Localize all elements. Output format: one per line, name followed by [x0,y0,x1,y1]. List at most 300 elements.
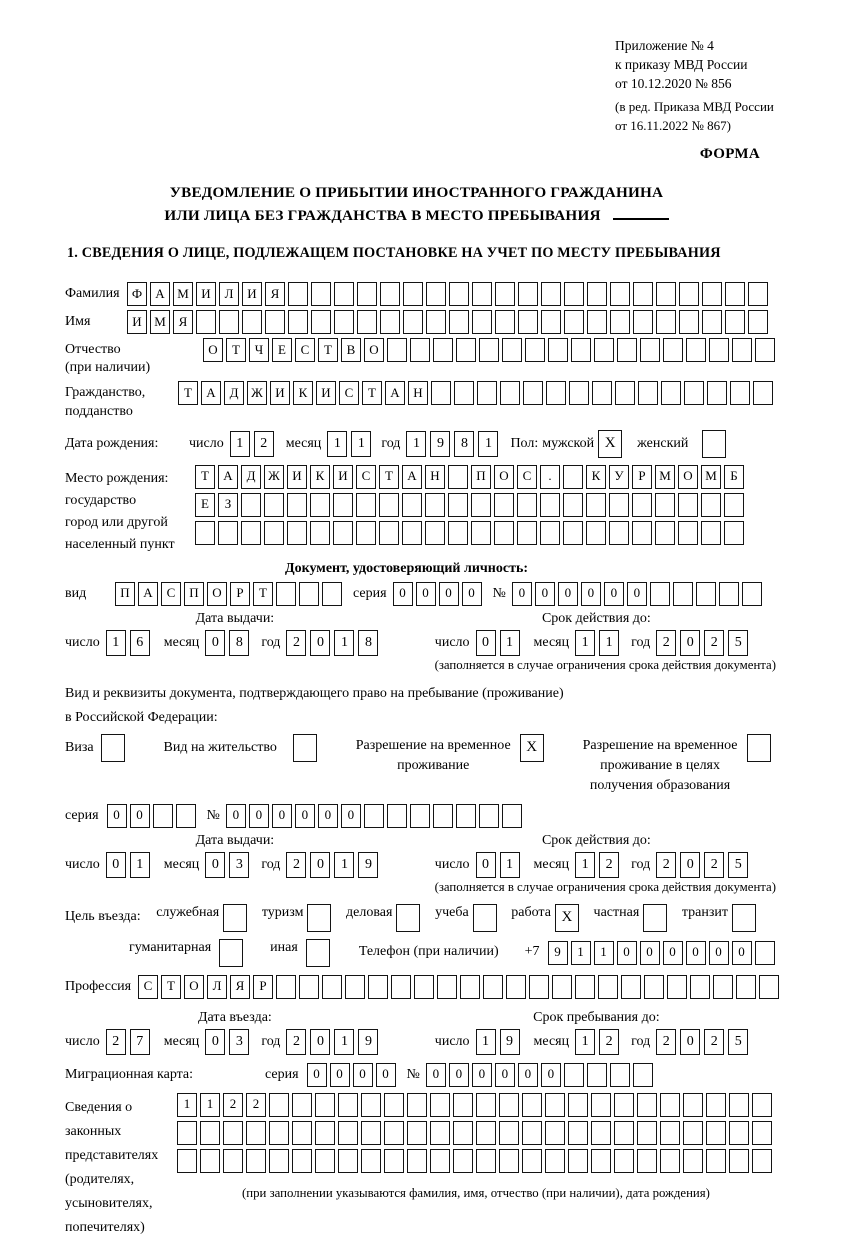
char-box [633,1063,653,1087]
valid-year-boxes [656,852,752,878]
char-box [679,310,699,334]
char-box [241,493,261,517]
char-box: 1 [599,630,619,656]
char-box [614,1149,634,1173]
char-box [638,381,658,405]
char-box [334,282,354,306]
birthplace-row2-boxes [195,493,747,517]
char-box: 0 [462,582,482,606]
char-box: 0 [376,1063,396,1087]
char-box: 1 [571,941,591,965]
char-box: 0 [130,804,150,828]
char-box [471,493,491,517]
char-box [552,975,572,999]
entry-purpose-row2 [65,939,788,967]
char-box [101,734,125,762]
char-box [525,338,545,362]
char-box: 0 [341,804,361,828]
char-box [725,282,745,306]
char-box: А [385,381,405,405]
char-box [499,1149,519,1173]
char-box [643,904,667,932]
char-box: 8 [229,630,249,656]
title-blank-line [613,218,669,220]
char-box [380,310,400,334]
char-box [276,582,296,606]
char-box [752,1121,772,1145]
day-label: число [434,856,470,872]
char-box: О [364,338,384,362]
char-box: 0 [205,630,225,656]
char-box [200,1149,220,1173]
char-box [755,338,775,362]
char-box: 0 [106,852,126,878]
char-box [241,521,261,545]
char-box [333,521,353,545]
female-label: женский [637,435,689,451]
purpose-work: работа X [511,904,582,932]
char-box [706,1121,726,1145]
char-box: З [218,493,238,517]
entry-date-caption: Дата въезда: [198,1009,272,1025]
char-box [356,521,376,545]
char-box [200,1121,220,1145]
char-box: Д [241,465,261,489]
char-box [403,310,423,334]
char-box: 0 [272,804,292,828]
char-box [656,282,676,306]
char-box: 5 [728,630,748,656]
char-box: 8 [358,630,378,656]
char-box [540,493,560,517]
char-box: Р [230,582,250,606]
char-box [706,1093,726,1117]
char-box [292,1149,312,1173]
char-box: Р [253,975,273,999]
restriction-note: (заполняется в случае ограничения срока действия документа) [434,658,776,673]
char-box: 0 [604,582,624,606]
char-box: 0 [709,941,729,965]
char-box [396,904,420,932]
char-box [609,493,629,517]
char-box [683,1121,703,1145]
char-box [407,1149,427,1173]
char-box: 1 [351,431,371,457]
char-box [637,1149,657,1173]
char-box [195,521,215,545]
char-box: У [609,465,629,489]
char-box [292,1121,312,1145]
month-label: месяц [163,1033,200,1049]
char-box: С [339,381,359,405]
char-box [517,521,537,545]
day-label: число [65,1033,100,1049]
char-box [407,1093,427,1117]
char-box [545,1121,565,1145]
char-box: 2 [286,1029,306,1055]
char-box [702,430,726,458]
char-box [315,1093,335,1117]
char-box [223,904,247,932]
char-box: 5 [728,1029,748,1055]
char-box [679,282,699,306]
citizenship-label: Гражданство, подданство [65,385,146,419]
char-box: 1 [230,431,250,457]
female-checkbox [702,430,729,458]
char-box [338,1093,358,1117]
option-temp-residence-education: Разрешение на временное проживание в целях получения образования [583,734,774,796]
entry-dates [65,1009,788,1055]
char-box [667,975,687,999]
char-box: Н [408,381,428,405]
issue-year-boxes [286,852,382,878]
char-box [661,381,681,405]
char-box [747,734,771,762]
citizenship-field [65,381,788,420]
char-box: X [555,904,579,932]
day-label: число [189,435,224,451]
char-box [402,521,422,545]
char-box [379,521,399,545]
identity-doc-kind-boxes [115,582,345,606]
char-box: И [196,282,216,306]
char-box [598,975,618,999]
char-box [310,493,330,517]
char-box: X [598,430,622,458]
patronymic-field [65,338,788,377]
char-box: Р [632,465,652,489]
surname-field [65,282,788,306]
char-box [177,1121,197,1145]
char-box: 1 [106,630,126,656]
name-field [65,310,788,334]
char-box: Л [219,282,239,306]
char-box [719,582,739,606]
char-box [610,1063,630,1087]
char-box [724,493,744,517]
char-box: 0 [310,630,330,656]
issue-month-boxes [205,852,253,878]
char-box [414,975,434,999]
char-box [725,310,745,334]
char-box [494,521,514,545]
char-box [494,493,514,517]
char-box [473,904,497,932]
char-box: 2 [704,1029,724,1055]
char-box [454,381,474,405]
male-checkbox [598,430,625,458]
char-box [755,941,775,965]
char-box: 1 [327,431,347,457]
char-box [632,493,652,517]
char-box: Д [224,381,244,405]
char-box [655,493,675,517]
char-box [563,493,583,517]
char-box [306,939,330,967]
char-box [448,493,468,517]
char-box [591,1149,611,1173]
char-box [506,975,526,999]
char-box [673,582,693,606]
char-box: 0 [307,1063,327,1087]
char-box: 1 [130,852,150,878]
char-box [522,1149,542,1173]
representatives-row1-boxes [177,1093,775,1117]
char-box [752,1093,772,1117]
profession-label: Профессия [65,978,132,994]
char-box [614,1093,634,1117]
char-box [246,1121,266,1145]
sex-label: Пол: [510,435,539,451]
char-box: 0 [249,804,269,828]
char-box [546,381,566,405]
char-box: . [540,465,560,489]
char-box [433,804,453,828]
char-box [288,282,308,306]
char-box [522,1093,542,1117]
char-box [246,1149,266,1173]
char-box [379,493,399,517]
appendix-line: к приказу МВД России [615,57,748,72]
char-box [656,310,676,334]
char-box [633,310,653,334]
form-title-line1: УВЕДОМЛЕНИЕ О ПРИБЫТИИ ИНОСТРАННОГО ГРАЖДАНИНА [169,183,664,201]
char-box [387,338,407,362]
char-box: С [138,975,158,999]
char-box [614,1121,634,1145]
purpose-transit: транзит [682,904,759,932]
char-box [523,381,543,405]
char-box: 0 [732,941,752,965]
char-box [729,1093,749,1117]
year-label: год [631,1033,651,1049]
char-box [453,1093,473,1117]
char-box [453,1149,473,1173]
residence-doc-options [65,734,774,796]
char-box: М [150,310,170,334]
char-box [545,1149,565,1173]
char-box [368,975,388,999]
char-box [219,939,243,967]
profession-boxes [138,975,782,999]
char-box [541,310,561,334]
char-box [364,804,384,828]
issue-date-caption: Дата выдачи: [195,610,275,626]
char-box: 0 [680,630,700,656]
char-box [176,804,196,828]
char-box [345,975,365,999]
char-box [425,521,445,545]
char-box [644,975,664,999]
char-box: Н [425,465,445,489]
char-box [276,975,296,999]
phone-prefix: +7 [524,944,540,960]
char-box [460,975,480,999]
representatives-row2-boxes [177,1121,775,1145]
char-box: 5 [728,852,748,878]
char-box [732,904,756,932]
birthplace-row3-boxes [195,521,747,545]
stay-until-caption: Срок пребывания до: [533,1009,660,1025]
valid-until-caption: Срок действия до: [541,832,651,848]
birth-year-boxes [406,431,502,457]
valid-until-caption: Срок действия до: [541,610,651,626]
char-box: 0 [495,1063,515,1087]
char-box [592,381,612,405]
visa-checkbox [101,734,128,762]
char-box [541,282,561,306]
residence-doc-series-row [65,804,788,828]
char-box: 1 [177,1093,197,1117]
char-box [686,338,706,362]
char-box [729,1121,749,1145]
representatives-label: Сведения о законных представителях (родителях, усыновителях, попечителях) [65,1099,159,1235]
char-box: А [150,282,170,306]
char-box [177,1149,197,1173]
section1-title: 1. СВЕДЕНИЯ О ЛИЦЕ, ПОДЛЕЖАЩЕМ ПОСТАНОВКЕ НА УЧЕТ ПО МЕСТУ ПРЕБЫВАНИЯ [67,244,721,261]
char-box: Е [195,493,215,517]
valid-month-boxes [575,630,623,656]
number-label: № [492,585,506,601]
char-box [594,338,614,362]
form-title [45,181,788,227]
char-box [361,1093,381,1117]
char-box: С [356,465,376,489]
char-box [637,1121,657,1145]
char-box: 0 [205,1029,225,1055]
char-box: 0 [426,1063,446,1087]
char-box [564,282,584,306]
appendix-revision-line: (в ред. Приказа МВД России [615,99,774,114]
char-box: 9 [358,1029,378,1055]
year-label: год [261,634,281,650]
char-box [433,338,453,362]
char-box: 1 [500,852,520,878]
char-box: 0 [535,582,555,606]
month-label: месяц [533,1033,570,1049]
char-box: 1 [334,630,354,656]
month-label: месяц [163,634,200,650]
identity-doc-kind-row [65,582,788,606]
issue-day-boxes [106,630,154,656]
char-box: 0 [472,1063,492,1087]
char-box: А [218,465,238,489]
char-box [522,1121,542,1145]
name-label: Имя [65,313,91,329]
valid-month-boxes [575,852,623,878]
char-box: А [402,465,422,489]
appendix-block [615,36,845,135]
year-label: год [631,634,651,650]
char-box: 0 [107,804,127,828]
char-box: Ч [249,338,269,362]
char-box: Т [226,338,246,362]
char-box [696,582,716,606]
char-box [540,521,560,545]
char-box: К [586,465,606,489]
char-box: 2 [286,630,306,656]
char-box: Я [173,310,193,334]
issue-date-caption: Дата выдачи: [195,832,275,848]
char-box: Т [195,465,215,489]
number-label: № [406,1066,420,1082]
char-box: 2 [286,852,306,878]
char-box [587,310,607,334]
char-box [660,1093,680,1117]
migration-card-label: Миграционная карта: [65,1066,194,1082]
representatives-field [65,1093,788,1240]
char-box: Я [265,282,285,306]
char-box: 0 [226,804,246,828]
char-box: П [471,465,491,489]
char-box [361,1149,381,1173]
char-box: X [520,734,544,762]
identity-doc-kind-label: вид [65,585,87,601]
day-label: число [434,634,470,650]
char-box [403,282,423,306]
birthplace-row1-boxes [195,465,747,489]
char-box [502,804,522,828]
char-box: 0 [330,1063,350,1087]
char-box: 0 [680,852,700,878]
phone-label: Телефон (при наличии) [358,944,499,960]
number-label: № [206,807,220,823]
char-box: 1 [478,431,498,457]
char-box [448,465,468,489]
birth-month-boxes [327,431,375,457]
migration-card-series-boxes [307,1063,399,1087]
char-box: Т [161,975,181,999]
char-box: 2 [704,630,724,656]
char-box [495,310,515,334]
char-box: 0 [512,582,532,606]
char-box [384,1093,404,1117]
char-box: 9 [358,852,378,878]
char-box [472,282,492,306]
char-box: 0 [310,1029,330,1055]
char-box [571,338,591,362]
migration-card-number-boxes [426,1063,656,1087]
char-box: 2 [656,630,676,656]
char-box: 0 [476,852,496,878]
char-box: 0 [205,852,225,878]
char-box: 1 [334,1029,354,1055]
char-box: И [287,465,307,489]
char-box: 0 [627,582,647,606]
char-box: 3 [229,1029,249,1055]
char-box: 0 [617,941,637,965]
char-box [591,1121,611,1145]
char-box [502,338,522,362]
char-box [431,381,451,405]
business-checkbox [396,904,423,932]
char-box [650,582,670,606]
char-box [471,521,491,545]
char-box [529,975,549,999]
tourism-checkbox [307,904,334,932]
char-box [517,493,537,517]
valid-day-boxes [476,630,524,656]
char-box [587,282,607,306]
char-box: Я [230,975,250,999]
char-box: 0 [310,852,330,878]
char-box [587,1063,607,1087]
char-box: 2 [599,1029,619,1055]
char-box: Б [724,465,744,489]
char-box [288,310,308,334]
char-box [293,734,317,762]
char-box [640,338,660,362]
